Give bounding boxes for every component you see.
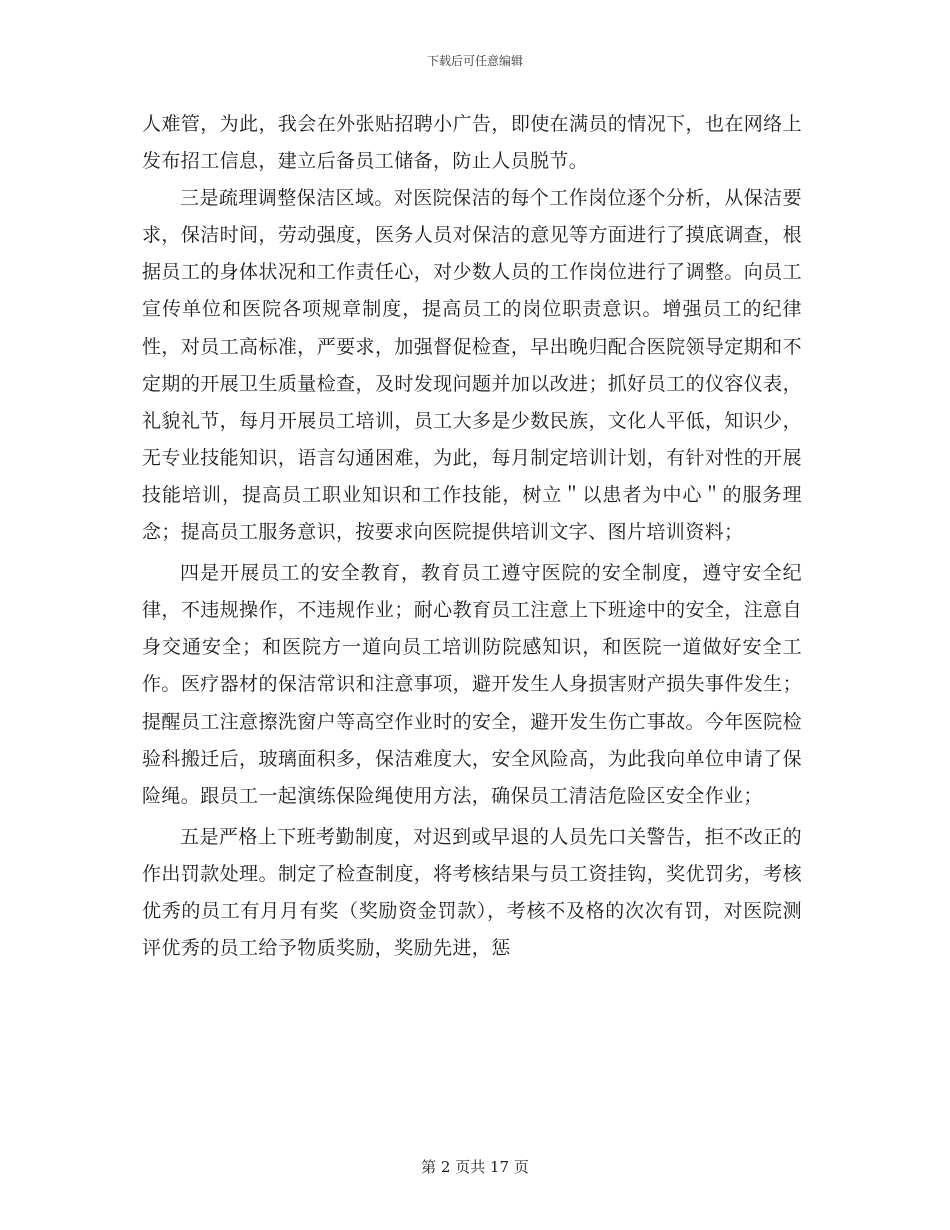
document-body xyxy=(142,106,802,967)
paragraph-section-five: 五是严格上下班考勤制度，对迟到或早退的人员先口关警告，拒不改正的作出罚款处理。制定了检查制度，将考核结果与员工资挂钩，奖优罚劣，考核优秀的员工有月月有奖（奖励资金罚款），考核不及格的次次有罚，对医院测评优秀的员工给予物质奖励，奖励先进，惩 xyxy=(142,825,802,960)
paragraph-section-three: 三是疏理调整保洁区域。对医院保洁的每个工作岗位逐个分析，从保洁要求，保洁时间，劳动强度，医务人员对保洁的意见等方面进行了摸底调查，根据员工的身体状况和工作责任心，对少数人员的工作岗位进行了调整。向员工宣传单位和医院各项规章制度，提高员工的岗位职责意识。增强员工的纪律性，对员工高标准，严要求，加强督促检查，早出晚归配合医院领导定期和不定期的开展卫生质量检查，及时发现问题并加以改进；抓好员工的仪容仪表，礼貌礼节，每月开展员工培训，员工大多是少数民族，文化人平低，知识少，无专业技能知识，语言勾通困难，为此，每月制定培训计划，有针对性的开展技能培训，提高员工职业知识和工作技能，树立＂以患者为中心＂的服务理念；提高员工服务意识，按要求向医院提供培训文字、图片培训资料； xyxy=(142,187,802,544)
paragraph-continuation: 人难管，为此，我会在外张贴招聘小广告，即使在满员的情况下，也在网络上发布招工信息，建立后备员工储备，防止人员脱节。 xyxy=(142,113,802,173)
paragraph-section-four: 四是开展员工的安全教育，教育员工遵守医院的安全制度，遵守安全纪律，不违规操作，不违规作业；耐心教育员工注意上下班途中的安全，注意自身交通安全；和医院方一道向员工培训防院感知识，和医院一道做好安全工作。医疗器材的保洁常识和注意事项，避开发生人身损害财产损失事件发生；提醒员工注意擦洗窗户等高空作业时的安全，避开发生伤亡事故。今年医院检验科搬迁后，玻璃面积多，保洁难度大，安全风险高，为此我向单位申请了保险绳。跟员工一起演练保险绳使用方法，确保员工清洁危险区安全作业； xyxy=(142,562,802,807)
page-number-footer: 第 2 页共 17 页 xyxy=(421,1158,529,1176)
page-header-note: 下载后可任意编辑 xyxy=(426,54,523,68)
